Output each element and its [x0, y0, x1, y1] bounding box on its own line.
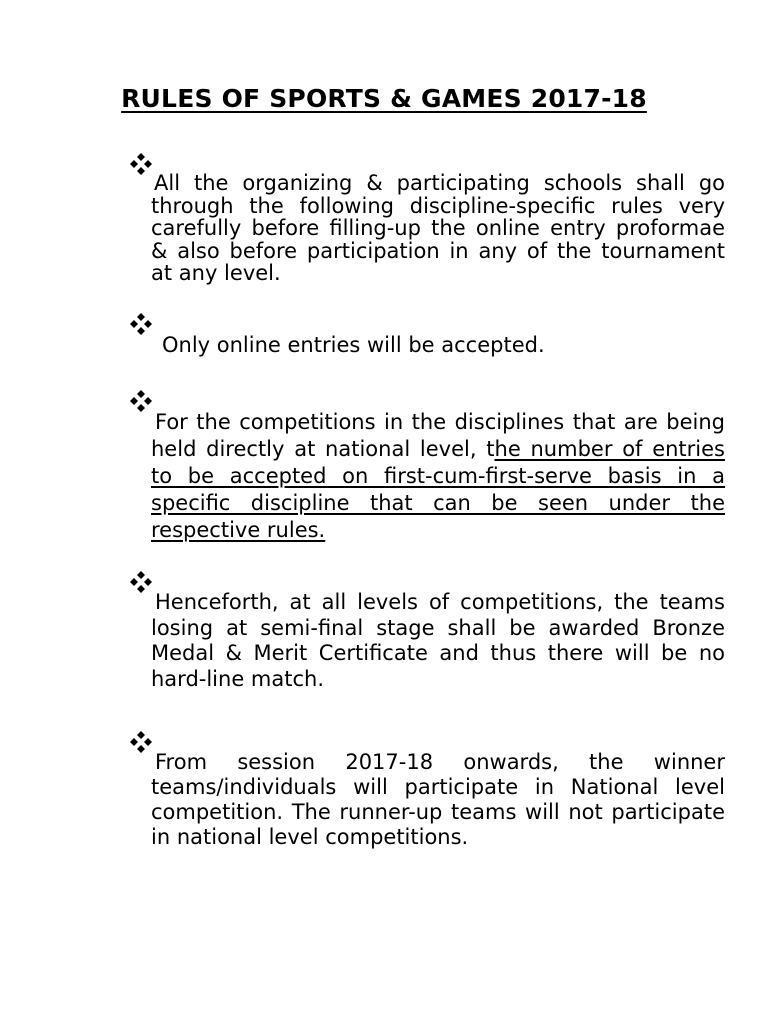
four-diamond-bullet-icon: [129, 570, 153, 594]
rule-5-text: From session 2017-18 onwards, the winner teams/individuals will participate in National level competition. The runner-up teams will not participate in national level competitions.: [151, 750, 725, 849]
rule-3-text: [151, 409, 725, 544]
rule-2-text: Only online entries will be accepted.: [162, 333, 545, 357]
document-title: [0, 84, 768, 113]
four-diamond-bullet-icon: [129, 152, 153, 176]
rule-3-underlined-text: he number of entries to be accepted on first-cum-first-serve basis in a specific discipline that can be seen under the respective rules.: [151, 437, 725, 542]
four-diamond-bullet-icon: [129, 312, 153, 336]
rule-1-text: All the organizing & participating schools shall go through the following discipline-specific rules very carefully before filling-up the online entry proformae & also before participation in any of the tournament at any level.: [151, 171, 725, 285]
four-diamond-bullet-icon: [129, 389, 153, 413]
rule-4-text: Henceforth, at all levels of competitions, the teams losing at semi-final stage shall be awarded Bronze Medal & Merit Certificate and thus there will be no hard-line match.: [151, 590, 725, 691]
document-title-text: RULES OF SPORTS & GAMES 2017-18: [121, 84, 647, 113]
rule-3-plain-text: For the competitions in the disciplines that are being held directly at national level, t: [151, 410, 725, 461]
four-diamond-bullet-icon: [129, 730, 153, 754]
